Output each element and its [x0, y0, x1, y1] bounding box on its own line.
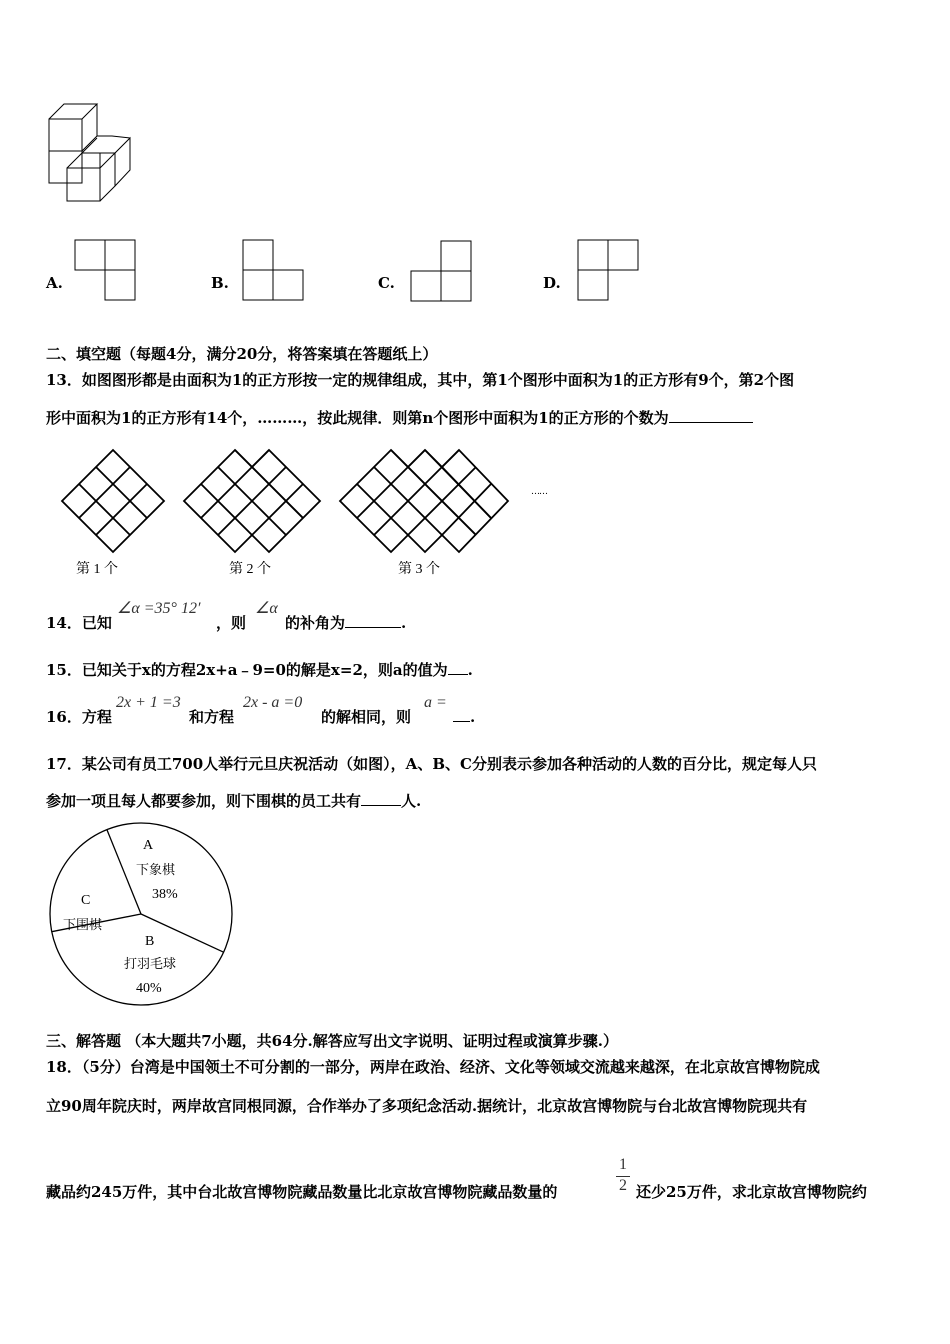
q16-end: .	[470, 708, 476, 726]
q14-suffix-text: 的补角为	[285, 614, 346, 632]
q16-math-eq1: 2x + 1 =3	[116, 694, 181, 711]
option-a-label[interactable]: A.	[46, 274, 63, 292]
q15-answer-blank[interactable]	[448, 660, 468, 675]
q17-end: 人.	[401, 792, 422, 810]
q17-answer-blank[interactable]	[361, 791, 401, 806]
q18-line3-suffix: 还少25万件，求北京故宫博物院约	[636, 1183, 867, 1201]
q14-end: .	[401, 614, 407, 632]
q15-end: .	[467, 661, 473, 679]
q14-suffix	[285, 613, 406, 633]
option-d-figure	[577, 239, 641, 303]
activity-pie-chart	[44, 818, 239, 1010]
q18-line1: 18．（5分）台湾是中国领土不可分割的一部分，两岸在政治、经济、文化等领域交流越来越深，在北京故宫博物院成	[46, 1058, 820, 1076]
option-c-label[interactable]: C.	[378, 274, 395, 292]
pie-b-letter: B	[145, 934, 155, 949]
q14-math-angle: ∠α =35° 12′	[117, 600, 201, 617]
q15-text: 15．已知关于x的方程2x+a﹣9=0的解是x=2，则a的值为	[46, 661, 448, 679]
q13-figure-2	[182, 448, 322, 554]
section3-heading: 三、解答题 （本大题共7小题，共64分.解答应写出文字说明、证明过程或演算步骤.）	[46, 1032, 618, 1050]
q17-line2-text: 参加一项且每人都要参加，则下围棋的员工共有	[46, 792, 362, 810]
option-b-label[interactable]: B.	[211, 274, 229, 292]
q16-prefix: 16．方程	[46, 708, 112, 726]
q18-frac-den: 2	[619, 1177, 627, 1194]
q13-answer-blank[interactable]	[669, 408, 753, 423]
option-c-figure	[410, 240, 474, 304]
q15-line	[46, 660, 473, 680]
pie-c-name: 下围棋	[63, 918, 103, 933]
q16-math-a: a =	[424, 694, 447, 711]
q13-line2	[46, 408, 753, 428]
q16-answer-blank[interactable]	[453, 707, 470, 722]
pie-a-letter: A	[143, 838, 154, 853]
q17-line1: 17．某公司有员工700人举行元旦庆祝活动（如图），A、B、C分别表示参加各种活动的人数的百分比，规定每人只	[46, 755, 817, 773]
q18-line2: 立90周年院庆时，两岸故宫同根同源，合作举办了多项纪念活动.据统计，北京故宫博物院与台北故宫博物院现共有	[46, 1097, 808, 1115]
option-b-figure	[242, 239, 306, 303]
option-a-figure	[74, 239, 138, 303]
pie-b-percent: 40%	[136, 981, 162, 996]
section2-heading: 二、填空题（每题4分，满分20分，将答案填在答题纸上）	[46, 345, 438, 363]
pie-c-letter: C	[81, 893, 91, 908]
q13-fig-label-3: 第 3 个	[398, 562, 440, 577]
q14-answer-blank[interactable]	[345, 613, 401, 628]
pie-a-percent: 38%	[152, 887, 178, 902]
q16-mid: 和方程	[189, 708, 235, 726]
pie-b-name: 打羽毛球	[124, 957, 177, 972]
q17-line2	[46, 791, 421, 811]
q14-prefix: 14．已知	[46, 614, 112, 632]
q13-fig-label-2: 第 2 个	[229, 562, 271, 577]
q16-text2: 的解相同，则	[321, 708, 412, 726]
q13-figure-3	[338, 448, 510, 554]
option-d-label[interactable]: D.	[543, 274, 561, 292]
q13-figure-1	[60, 448, 166, 554]
q18-line3-prefix: 藏品约245万件，其中台北故宫博物院藏品数量比北京故宫博物院藏品数量的	[46, 1183, 558, 1201]
pie-a-name: 下象棋	[136, 863, 176, 878]
q13-ellipsis: ……	[531, 487, 547, 497]
q16-tail	[453, 707, 475, 727]
q16-math-eq2: 2x - a =0	[243, 694, 303, 711]
cube-stack-figure	[46, 102, 136, 204]
q18-fraction	[614, 1156, 632, 1195]
q13-fig-label-1: 第 1 个	[76, 562, 118, 577]
q18-frac-num: 1	[619, 1156, 627, 1173]
q14-math-alpha: ∠α	[255, 600, 278, 617]
q14-mid: ，则	[216, 614, 247, 632]
q13-line1: 13．如图图形都是由面积为1的正方形按一定的规律组成，其中，第1个图形中面积为1的正方形有9个，第2个图	[46, 371, 795, 389]
q13-line2-text: 形中面积为1的正方形有14个，………，按此规律．则第n个图形中面积为1的正方形的个数为	[46, 409, 669, 427]
